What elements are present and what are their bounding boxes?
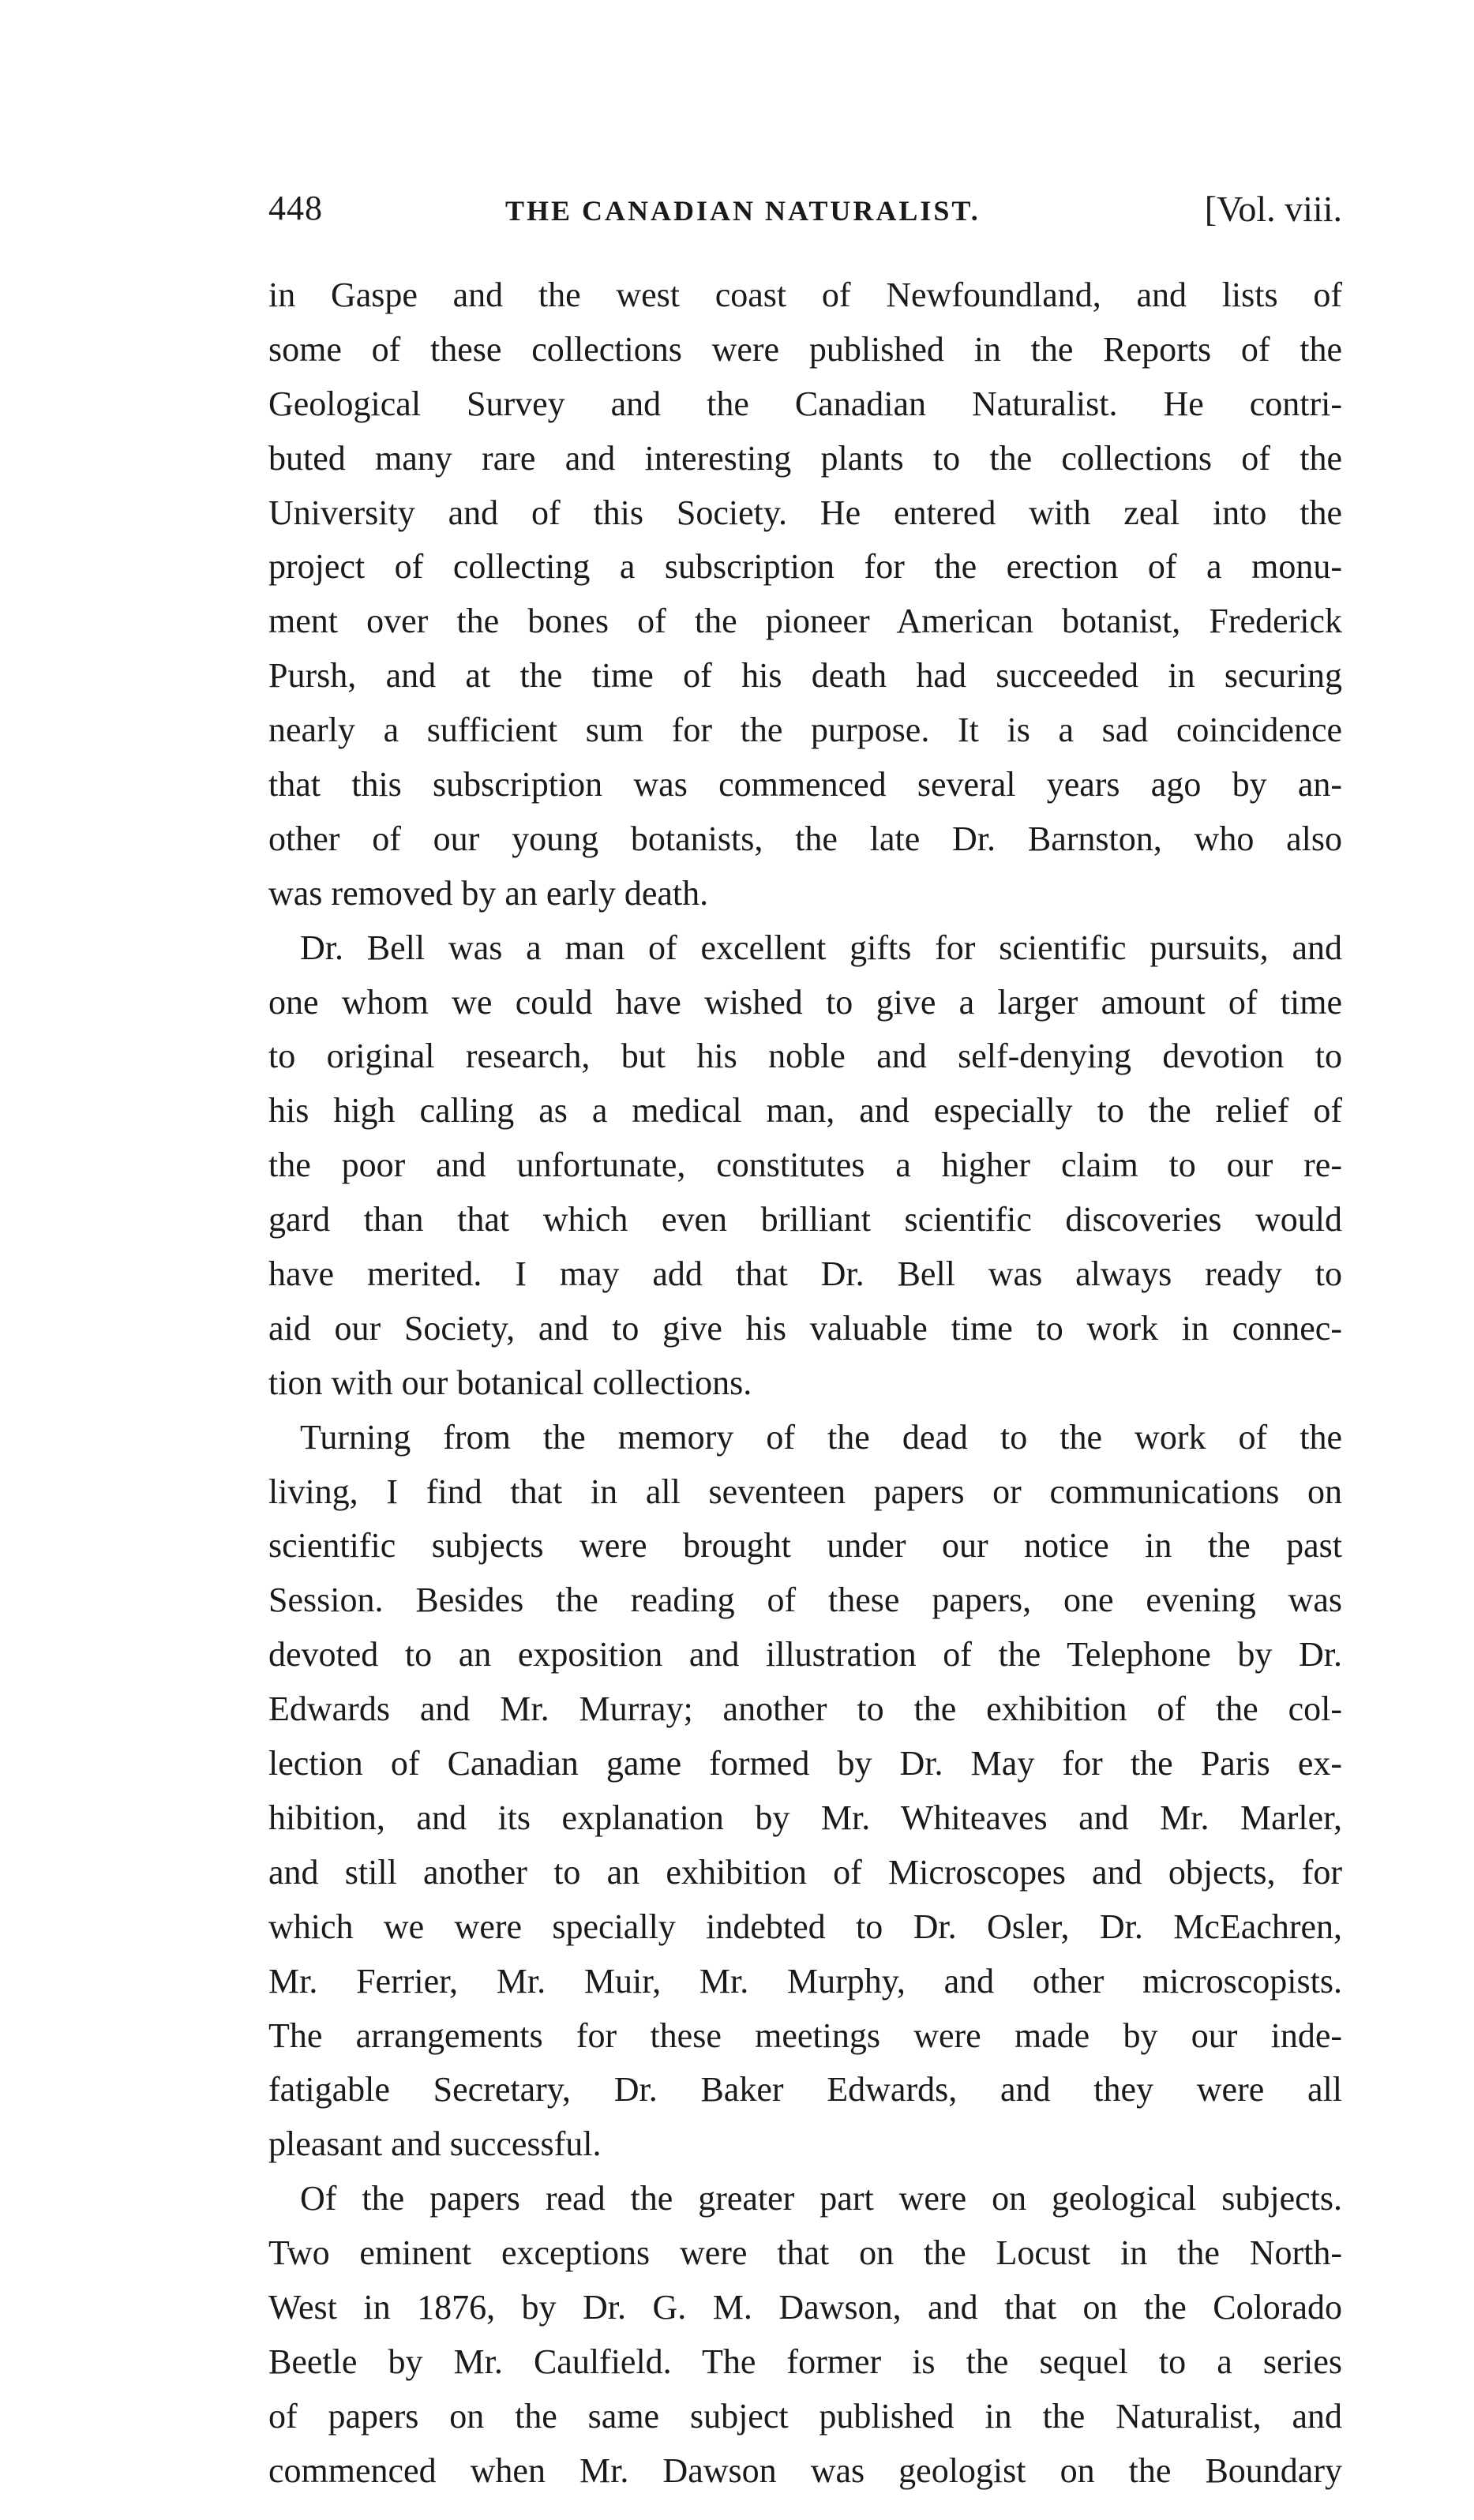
text-line: fatigable Secretary, Dr. Baker Edwards, and they were all	[268, 2070, 1342, 2109]
text-line: was removed by an early death.	[268, 873, 709, 913]
text-line: living, I find that in all seventeen papers or communications on	[268, 1472, 1342, 1511]
text-line: lection of Canadian game formed by Dr. May for the Paris ex-	[268, 1744, 1342, 1783]
text-line: to original research, but his noble and self-denying devotion to	[268, 1037, 1342, 1076]
text-line: the poor and unfortunate, constitutes a higher claim to our re-	[268, 1146, 1342, 1185]
text-line: some of these collections were published in the Reports of the	[268, 329, 1342, 369]
text-line: commenced when Mr. Dawson was geologist on the Boundary	[268, 2451, 1342, 2490]
text-line: Two eminent exceptions were that on the Locust in the North-	[268, 2233, 1342, 2273]
text-line: Session. Besides the reading of these papers, one evening was	[268, 1581, 1342, 1620]
text-line: University and of this Society. He entered with zeal into the	[268, 493, 1342, 532]
text-line: project of collecting a subscription for the erection of a monu-	[268, 547, 1342, 587]
text-line: scientific subjects were brought under our notice in the past	[268, 1526, 1342, 1566]
text-line: Beetle by Mr. Caulfield. The former is the sequel to a series	[268, 2342, 1342, 2381]
text-line: Mr. Ferrier, Mr. Muir, Mr. Murphy, and other microscopists.	[268, 1961, 1342, 2001]
text-line: Edwards and Mr. Murray; another to the exhibition of the col-	[268, 1689, 1342, 1729]
text-line: Turning from the memory of the dead to the work of the	[300, 1417, 1342, 1457]
text-line: buted many rare and interesting plants to the collections of the	[268, 438, 1342, 478]
text-line: hibition, and its explanation by Mr. Whiteaves and Mr. Marler,	[268, 1798, 1342, 1837]
text-line: other of our young botanists, the late Dr. Barnston, who also	[268, 819, 1342, 858]
text-line: Pursh, and at the time of his death had succeeded in securing	[268, 656, 1342, 696]
text-line: nearly a sufficient sum for the purpose. It is a sad coincidence	[268, 711, 1342, 750]
text-line: of papers on the same subject published in the Naturalist, and	[268, 2396, 1342, 2436]
text-line: his high calling as a medical man, and especially to the relief of	[268, 1091, 1342, 1131]
text-line: West in 1876, by Dr. G. M. Dawson, and that on the Colorado	[268, 2287, 1342, 2327]
text-line: gard than that which even brilliant scientific discoveries would	[268, 1200, 1342, 1239]
volume-label: [Vol. viii.	[1204, 189, 1342, 229]
text-line: devoted to an exposition and illustration of the Telephone by Dr.	[268, 1635, 1342, 1674]
text-line: which we were specially indebted to Dr. Osler, Dr. McEachren,	[268, 1907, 1342, 1946]
text-line: The arrangements for these meetings were made by our inde-	[268, 2016, 1342, 2055]
text-line: tion with our botanical collections.	[268, 1363, 752, 1402]
text-line: ment over the bones of the pioneer American botanist, Frederick	[268, 602, 1342, 641]
page-header	[268, 188, 1342, 243]
text-line: pleasant and successful.	[268, 2124, 602, 2164]
text-line: Dr. Bell was a man of excellent gifts for scientific pursuits, and	[300, 928, 1342, 967]
text-line: one whom we could have wished to give a larger amount of time	[268, 982, 1342, 1022]
page-number: 448	[268, 189, 323, 227]
text-line: aid our Society, and to give his valuable time to work in connec-	[268, 1308, 1342, 1348]
running-title: THE CANADIAN NATURALIST.	[505, 195, 981, 227]
text-line: in Gaspe and the west coast of Newfoundland, and lists of	[268, 276, 1342, 314]
text-line: that this subscription was commenced several years ago by an-	[268, 765, 1342, 804]
text-line: Geological Survey and the Canadian Naturalist. He contri-	[268, 384, 1342, 423]
body-text	[268, 268, 1342, 2499]
text-line: and still another to an exhibition of Microscopes and objects, for	[268, 1852, 1342, 1892]
text-line: Of the papers read the greater part were on geological subjects.	[300, 2179, 1342, 2218]
text-line: have merited. I may add that Dr. Bell was always ready to	[268, 1254, 1342, 1294]
